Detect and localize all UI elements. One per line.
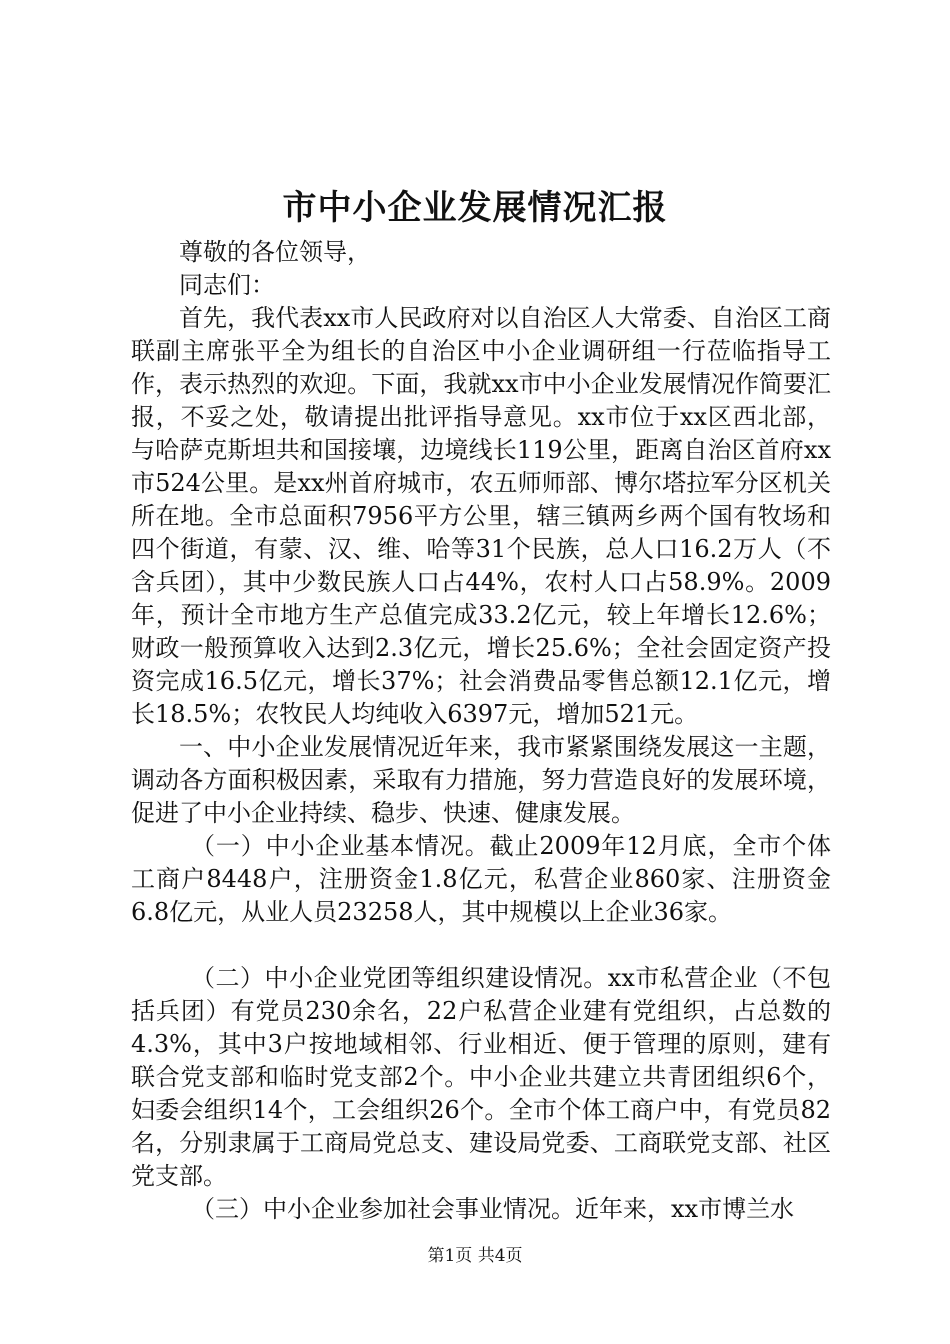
paragraph-section-1: 一、中小企业发展情况近年来，我市紧紧围绕发展这一主题，调动各方面积极因素，采取有力措施，努力营造良好的发展环境，促进了中小企业持续、稳步、快速、健康发展。 (131, 733, 831, 827)
document-body (131, 236, 831, 1226)
document-title: 市中小企业发展情况汇报 (282, 188, 668, 228)
paragraph-subsection-3: （三）中小企业参加社会事业情况。近年来，xx市博兰水 (191, 1195, 795, 1223)
paragraph-subsection-2: （二）中小企业党团等组织建设情况。xx市私营企业（不包括兵团）有党员230余名，22户私营企业建有党组织，占总数的4.3%，其中3户按地域相邻、行业相近、便于管理的原则，建有联合党支部和临时党支部2个。中小企业共建立共青团组织6个，妇委会组织14个，工会组织26个。全市个体工商户中，有党员82名，分别隶属于工商局党总支、建设局党委、工商联党支部、社区党支部。 (131, 964, 831, 1190)
salutation-comrades: 同志们： (179, 271, 275, 299)
page-footer: 第1页 共4页 (427, 1246, 523, 1266)
paragraph-intro: 首先，我代表xx市人民政府对以自治区人大常委、自治区工商联副主席张平全为组长的自治区中小企业调研组一行莅临指导工作，表示热烈的欢迎。下面，我就xx市中小企业发展情况作简要汇报，不妥之处，敬请提出批评指导意见。xx市位于xx区西北部，与哈萨克斯坦共和国接壤，边境线长119公里，距离自治区首府xx市524公里。是xx州首府城市，农五师师部、博尔塔拉军分区机关所在地。全市总面积7956平方公里，辖三镇两乡两个国有牧场和四个街道，有蒙、汉、维、哈等31个民族，总人口16.2万人（不含兵团），其中少数民族人口占44%，农村人口占58.9%。2009年，预计全市地方生产总值完成33.2亿元，较上年增长12.6%；财政一般预算收入达到2.3亿元，增长25.6%；全社会固定资产投资完成16.5亿元，增长37%；社会消费品零售总额12.1亿元，增长18.5%；农牧民人均纯收入6397元，增加521元。 (131, 304, 831, 728)
salutation: 尊敬的各位领导， (179, 238, 371, 266)
paragraph-subsection-1: （一）中小企业基本情况。截止2009年12月底，全市个体工商户8448户，注册资金1.8亿元，私营企业860家、注册资金6.8亿元，从业人员23258人，其中规模以上企业36家。 (131, 832, 831, 926)
